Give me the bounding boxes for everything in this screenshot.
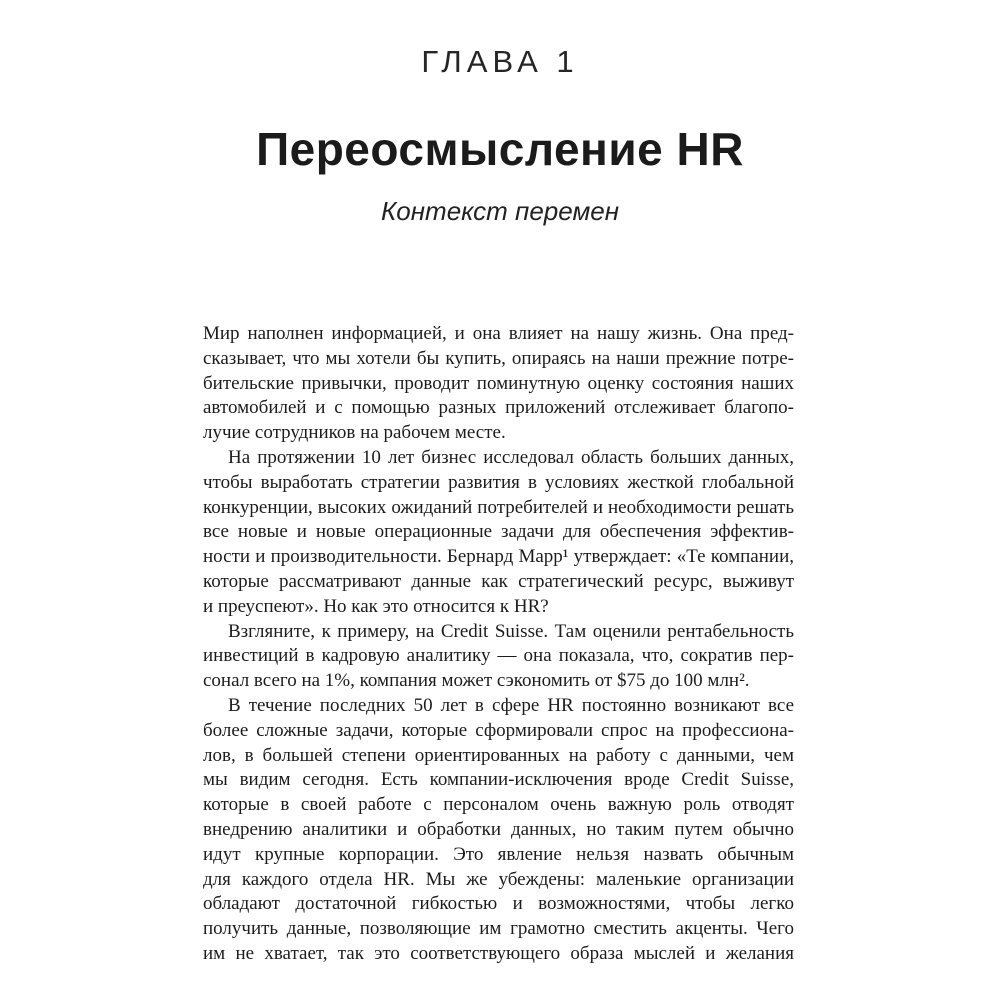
text-line: мы видим сегодня. Есть компании-исключения вроде Credit Suisse,: [203, 769, 794, 791]
text-line: обладают достаточной гибкостью и возможностями, чтобы легко: [203, 893, 794, 915]
body-text: [203, 322, 794, 967]
text-line: внедрению аналитики и обработки данных, но таким путем обычно: [203, 818, 794, 840]
text-line: для каждого отдела HR. Мы же убеждены: маленькие организации: [203, 868, 794, 890]
text-line: Мир наполнен информацией, и она влияет на нашу жизнь. Она пред-: [203, 323, 794, 344]
paragraph: [203, 322, 794, 446]
text-line: сонал всего на 1%, компания может сэкономить от $75 до 100 млн².: [203, 670, 750, 692]
text-line: которые в своей работе с персоналом очень важную роль отводят: [203, 794, 794, 816]
paragraph: [203, 620, 794, 694]
paragraph: [203, 694, 794, 967]
text-line: инвестиций в кадровую аналитику — она показала, что, сократив пер-: [203, 645, 794, 667]
text-line: ности и производительности. Бернард Марр¹ утверждает: «Те компании,: [203, 546, 794, 568]
chapter-label: ГЛАВА 1: [421, 44, 579, 79]
text-line: им не хватает, так это соответствующего образа мыслей и желания: [203, 942, 794, 964]
text-line: Взгляните, к примеру, на Credit Suisse. Там оценили рентабельность: [228, 620, 794, 642]
text-line: конкуренции, высоких ожиданий потребителей и необходимости решать: [203, 496, 794, 518]
text-line: лучие сотрудников на рабочем месте.: [203, 422, 506, 444]
text-line: На протяжении 10 лет бизнес исследовал область больших данных,: [228, 446, 794, 468]
text-line: все новые и новые операционные задачи для обеспечения эффектив-: [203, 521, 794, 543]
text-line: которые рассматривают данные как стратегический ресурс, выживут: [203, 570, 794, 592]
text-line: идут крупные корпорации. Это явление нельзя назвать обычным: [203, 843, 794, 865]
text-line: В течение последних 50 лет в сфере HR постоянно возникают все: [228, 694, 794, 716]
text-line: лов, в большей степени ориентированных на работу с данными, чем: [203, 744, 794, 766]
paragraph: [203, 446, 794, 620]
text-line: автомобилей и с помощью разных приложений отслеживает благопо-: [203, 397, 794, 419]
text-line: получить данные, позволяющие им грамотно сместить акценты. Чего: [203, 918, 794, 940]
text-line: чтобы выработать стратегии развития в условиях жесткой глобальной: [203, 471, 794, 493]
text-line: бительские привычки, проводит поминутную оценку состояния наших: [203, 372, 794, 394]
text-line: сказывает, что мы хотели бы купить, опираясь на наши прежние потре-: [203, 347, 794, 369]
page-title: Переосмысление HR: [256, 123, 744, 175]
chapter-subtitle: Контекст перемен: [380, 196, 620, 226]
text-line: и преуспеют». Но как это относится к HR?: [203, 595, 549, 617]
text-line: более сложные задачи, которые сформировали спрос на профессиона-: [203, 719, 794, 741]
